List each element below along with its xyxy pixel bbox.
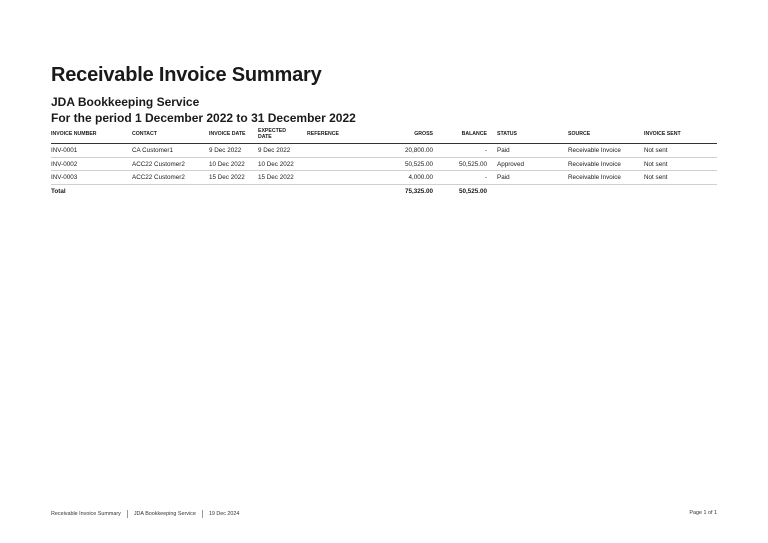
cell-status: Approved [497,160,524,168]
total-balance: 50,525.00 [458,187,487,195]
footer-organisation: JDA Bookkeeping Service [133,511,196,517]
cell-status: Paid [497,174,510,181]
organisation-name: JDA Bookkeeping Service [51,95,200,109]
header-expected-date-line1: EXPECTED [258,128,286,134]
cell-invoice-date: 9 Dec 2022 [209,147,242,154]
cell-invoice-date: 10 Dec 2022 [209,160,245,168]
table-header [51,127,717,144]
table-row [51,171,717,185]
header-status: STATUS [497,131,517,137]
header-expected-date [258,128,286,140]
cell-balance: 50,525.00 [458,160,487,168]
header-gross: GROSS [414,131,433,137]
cell-balance: - [484,147,487,154]
header-source: SOURCE [568,131,591,137]
table-row [51,144,717,158]
header-balance: BALANCE [461,131,487,137]
cell-gross: 4,000.00 [408,174,433,181]
cell-invoice-sent: Not sent [644,147,668,154]
footer-divider [127,510,128,518]
cell-source: Receivable Invoice [568,160,621,168]
cell-gross: 50,525.00 [404,160,433,168]
footer-date: 19 Dec 2024 [208,511,240,517]
report-title: Receivable Invoice Summary [51,64,322,86]
total-row [51,185,717,197]
cell-invoice-sent: Not sent [644,174,668,181]
report-period: For the period 1 December 2022 to 31 December 2022 [51,111,356,125]
invoice-table [51,127,717,197]
page-footer [51,510,239,518]
cell-expected-date: 15 Dec 2022 [258,174,294,181]
total-gross: 75,325.00 [404,187,433,195]
footer-report-name: Receivable Invoice Summary [51,511,121,517]
cell-invoice-number: INV-0003 [51,174,78,181]
header-invoice-date: INVOICE DATE [209,131,246,137]
header-contact: CONTACT [132,131,157,137]
cell-balance: - [484,174,487,181]
header-invoice-sent: INVOICE SENT [644,131,681,137]
cell-contact: ACC22 Customer2 [132,174,185,181]
cell-invoice-number: INV-0002 [51,160,78,168]
cell-gross: 20,800.00 [404,147,433,154]
cell-expected-date: 9 Dec 2022 [258,147,291,154]
header-expected-date-line2: DATE [258,134,272,140]
cell-expected-date: 10 Dec 2022 [258,160,294,168]
table-row [51,158,717,172]
header-invoice-number: INVOICE NUMBER [51,131,97,137]
cell-invoice-date: 15 Dec 2022 [209,174,245,181]
cell-source: Receivable Invoice [568,147,621,154]
page-number: Page 1 of 1 [689,510,717,516]
cell-source: Receivable Invoice [568,174,621,181]
cell-invoice-sent: Not sent [644,160,668,168]
cell-contact: CA Customer1 [132,147,173,154]
cell-contact: ACC22 Customer2 [132,160,185,168]
cell-status: Paid [497,147,510,154]
total-label: Total [51,187,66,195]
footer-divider [202,510,203,518]
header-reference: REFERENCE [307,131,339,137]
cell-invoice-number: INV-0001 [51,147,78,154]
